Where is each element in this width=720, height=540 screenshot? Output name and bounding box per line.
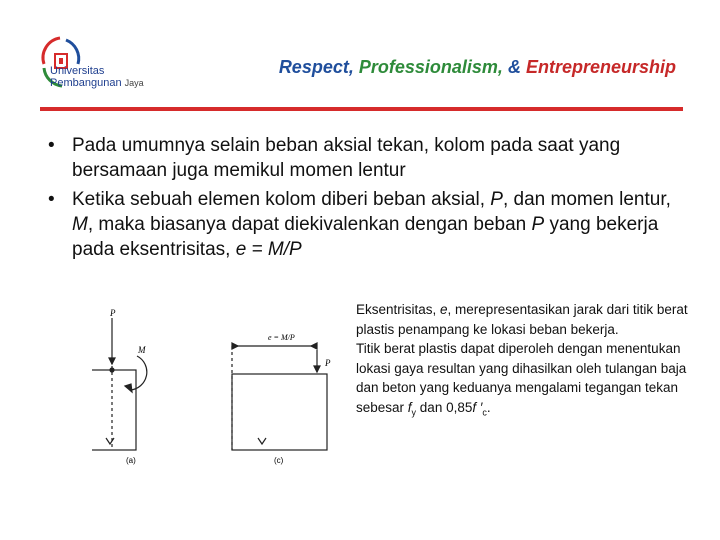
bullet-list [48,133,688,266]
label-p-right: P [325,358,331,368]
bullet-2-var-e: e = M/P [235,239,302,260]
tagline-ampersand: & [507,57,521,77]
tagline [279,57,676,78]
header-divider [40,107,683,111]
logo-text [50,41,144,89]
tagline-entrepreneurship: Entrepreneurship [525,57,676,77]
bullet-2-text-b: , dan momen lentur, [502,189,671,210]
note-p1-a: Eksentrisitas, [356,302,441,317]
note-fy-sub: y [411,407,417,418]
logo-line-2: Pembangunan [50,77,122,89]
column-load-diagram [92,298,347,473]
logo-line-3: Jaya [124,78,144,88]
bullet-item [48,187,688,262]
bullet-2-var-p2: P [531,214,545,235]
note-p2-a: Titik berat plastis dapat diperoleh dengan menentukan lokasi gaya resultan yang dihasilkan oleh tulangan baja dan beton yang keduanya mengalami tegangan tekan sebesar [356,341,687,415]
bullet-icon: • [48,189,55,210]
bullet-2-var-m: M [72,214,88,235]
note-p1-var: e [440,302,448,317]
note-paragraph-2 [356,339,701,423]
note-fy: f [407,399,412,415]
label-a: (a) [126,456,136,465]
label-e: e = M/P [268,333,295,342]
note-fc-sub: c [482,407,487,418]
note-fc: f ′ [472,399,483,415]
logo-line-1: Universitas [50,65,105,77]
bullet-1-text: Pada umumnya selain beban aksial tekan, kolom pada saat yang bersamaan juga memikul momen lentur [72,135,621,181]
label-p: P [110,308,116,318]
tagline-professionalism: Professionalism, [358,57,503,77]
tagline-respect: Respect, [278,57,354,77]
note-end: . [486,399,491,415]
explanation-note [356,300,701,423]
bullet-2-var-p: P [490,189,503,210]
bullet-2-text-d: yang bekerja pada eksentrisitas, [72,214,659,260]
bullet-2-text-c: , maka biasanya dapat diekivalenkan dengan beban [87,214,532,235]
note-mid: dan 0,85 [416,399,473,415]
note-paragraph-1 [356,300,701,339]
label-m: M [138,345,146,355]
bullet-item [48,133,688,183]
bullet-icon: • [48,135,55,156]
note-p1-b: , merepresentasikan jarak dari titik berat plastis penampang ke lokasi beban bekerja. [356,302,688,337]
bullet-2-text-a: Ketika sebuah elemen kolom diberi beban aksial, [72,189,491,210]
label-c: (c) [274,456,284,465]
